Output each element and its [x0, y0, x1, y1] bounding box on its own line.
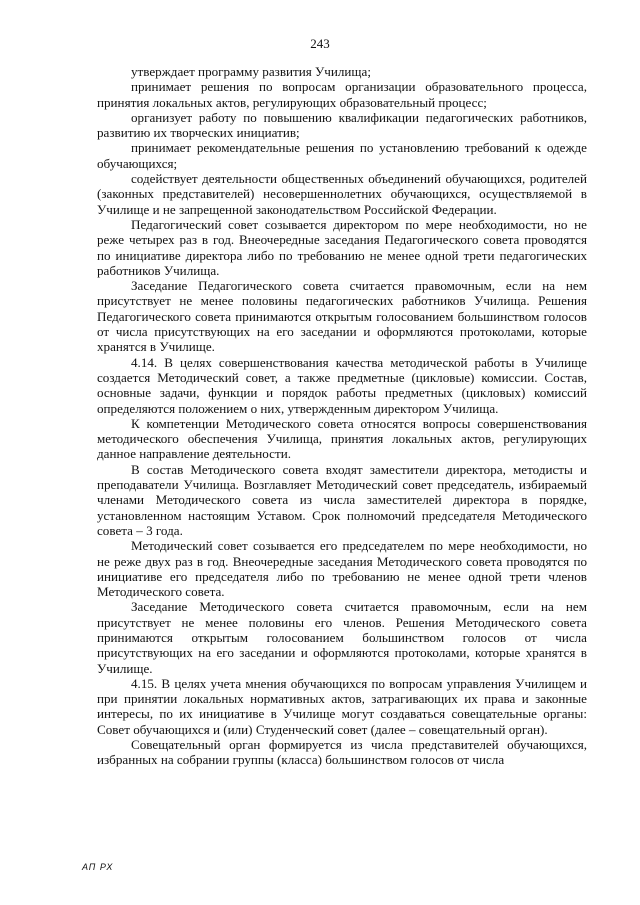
paragraph-methodical-quorum: Заседание Методического совета считается правомочным, если на нем присутствует не менее половины его членов. Решения Методического совета принимаются открытым голосованием большинством голосов от числа присутствующих на его заседании и оформляются протоколами, которые хранятся в Училище. — [97, 599, 587, 676]
paragraph-ped-council-convening: Педагогический совет созывается директором по мере необходимости, но не реже четырех раз в год. Внеочередные заседания Педагогического совета проводятся по инициативе директора либо по требованию не менее одной трети педагогических работников Училища. — [97, 216, 587, 278]
document-body — [97, 64, 587, 768]
paragraph-ped-council-quorum: Заседание Педагогического совета считается правомочным, если на нем присутствует не менее половины педагогических работников Училища. Решения Педагогического совета принимаются открытым голосованием большинством голосов от числа присутствующих на его заседании и оформляются протоколами, которые хранятся в Училище. — [97, 278, 587, 355]
paragraph-public-associations: содействует деятельности общественных объединений обучающихся, родителей (законных представителей) несовершеннолетних обучающихся, осуществляемой в Училище и не запрещенной законодательством Российской Федерации. — [97, 171, 587, 217]
page-number: 243 — [310, 36, 330, 51]
paragraph-4-15-advisory-bodies: 4.15. В целях учета мнения обучающихся по вопросам управления Училищем и при принятии локальных нормативных актов, затрагивающих их права и законные интересы, по их инициативе в Училище могут создаваться совещательные органы: Совет обучающихся и (или) Студенческий совет (далее – совещательный орган). — [97, 675, 587, 737]
paragraph-clothing-requirements: принимает рекомендательные решения по установлению требований к одежде обучающихся; — [97, 140, 587, 171]
footer-mark: АП РХ — [82, 862, 114, 872]
paragraph-methodical-composition: В состав Методического совета входят заместители директора, методисты и преподаватели Училища. Возглавляет Методический совет председатель, избираемый членами Методического совета из числа заместителей директора в порядке, установленном настоящим Уставом. Срок полномочий председателя Методического совета – 3 года. — [97, 461, 587, 538]
paragraph-4-14-methodical-council: 4.14. В целях совершенствования качества методической работы в Училище создается Методический совет, а также предметные (цикловые) комиссии. Состав, основные задачи, функции и порядок работы предметных (цикловых) комиссий определяются положением о них, утвержденным директором Училища. — [97, 354, 587, 416]
paragraph-advisory-formation: Совещательный орган формируется из числа представителей обучающихся, избранных на собрании группы (класса) большинством голосов от числа — [97, 737, 587, 768]
paragraph-methodical-convening: Методический совет созывается его председателем по мере необходимости, но не реже двух раз в год. Внеочередные заседания Методического совета проводятся по инициативе его председателя либо по требованию не менее одной трети членов Методического совета. — [97, 538, 587, 600]
paragraph-decisions-process: принимает решения по вопросам организации образовательного процесса, принятия локальных актов, регулирующих образовательный процесс; — [97, 79, 587, 110]
paragraph-approves-program: утверждает программу развития Училища; — [131, 64, 371, 79]
paragraph-methodical-competence: К компетенции Методического совета относятся вопросы совершенствования методического обеспечения Училища, принятия локальных актов, регулирующих данное направление деятельности. — [97, 415, 587, 462]
paragraph-qualification: организует работу по повышению квалификации педагогических работников, развитию их творческих инициатив; — [97, 109, 587, 141]
